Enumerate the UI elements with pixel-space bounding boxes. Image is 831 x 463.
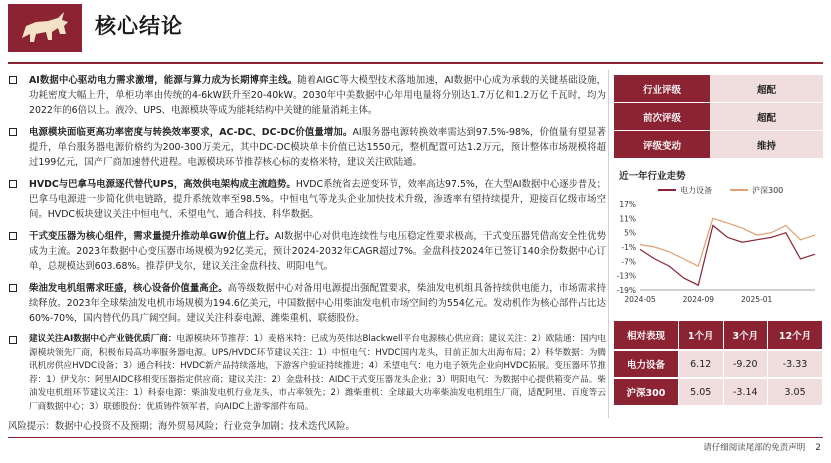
footer — [703, 441, 821, 453]
bullet-body: HVDC系统省去逆变环节，效率高达97.5%，在大型AI数据中心逐步普及；巴拿马电源进一步简化供电链路，提升系统效率至98.5%。中恒电气等龙头企业加快技术升级，渗透率有望持续提升，迎接百亿级市场空间。HVDC板块建议关注中恒电气、禾望电气、通合科技、科华数据。 — [29, 179, 606, 220]
page-title: 核心结论 — [95, 14, 183, 38]
row-name: 电力设备 — [614, 350, 678, 378]
square-bullet-icon — [9, 128, 17, 136]
disclaimer-note: 请仔细阅读尾部的免责声明 — [703, 443, 806, 453]
list-item — [8, 125, 606, 170]
header-divider — [8, 62, 823, 64]
bullet-lead: AI数据中心驱动电力需求激增，能源与算力成为长期博弈主线。 — [29, 75, 298, 86]
rating-label: 评级变动 — [614, 131, 710, 159]
table-row — [614, 378, 823, 405]
square-bullet-icon — [9, 76, 17, 84]
rating-value: 维持 — [710, 131, 823, 159]
bullet-body: AI数据中心对供电连续性与电压稳定性要求极高，干式变压器凭借高安全性优势成为主流。2023年数据中心变压器市场规模为92亿美元，预计2024-2032年CAGR超过7%。金盘科技2024年已签订140余份数据中心订单，总规模达到603.68%。推荐伊戈尔，建议关注金盘科技、明阳电气。 — [29, 231, 606, 272]
table-header-row — [614, 321, 823, 350]
bull-icon — [8, 4, 82, 52]
x-tick-label: 2024-05 — [624, 295, 656, 304]
cell-1m: 5.05 — [678, 378, 723, 405]
legend-label: 沪深300 — [752, 186, 784, 195]
bullet-lead: 建议关注AI数据中心产业链优质厂商： — [29, 334, 177, 344]
bullet-lead: 电源模块面临更高功率密度与转换效率要求，AC-DC、DC-DC价值量增加。 — [29, 127, 353, 138]
table-row — [614, 103, 823, 131]
rating-value: 超配 — [710, 75, 823, 103]
bullet-body: 高等级数据中心对备用电源提出强配置要求，柴油发电机组具备持续供电能力，市场需求持续释放。2023年全球柴油发电机市场规模为194.6亿美元，中国数据中心用柴油发电机市场空间约为554亿元。发动机作为核心部件占比达60%-70%，国内替代仍具广阔空间。建议关注科泰电源、潍柴重机、联德股份。 — [29, 283, 606, 324]
bullet-body: 电源模块环节推荐：1）麦格米特：已成为英伟达Blackwell平台电源核心供应商；建议关注：2）欧陆通：国内电源模块领先厂商，积极布局高功率服务器电源。UPS/HVDC环节建议关注：1）中恒电气：HVDC国内龙头，目前正加大出海布局；2）科华数据：为腾讯机房供应HVDC设备；3）通合科技：HVDC新产品持续落地，下游客户验证持续推进；4）禾望电气：电力电子领先企业向HVDC拓展。变压器环节推荐：1）伊戈尔：阿里AIDC移相变压器指定供应商；建议关注：2）金盘科技：AIDC干式变压器龙头企业；3）明阳电气：为数据中心提供箱变产品。柴油发电机组环节建议关注：1）科泰电源：柴油发电机行业龙头，市占率领先；2）潍柴重机：全球最大功率柴油发电机组生厂商，适配阿里、百度等云厂商数据中心；3）联德股份：优质铸件领军者，向AIDC上游零部件布局。 — [29, 334, 606, 412]
cell-12m: 3.05 — [768, 378, 823, 405]
bullet-lead: HVDC与巴拿马电源逐代替代UPS，高效供电架构成主流趋势。 — [29, 179, 296, 190]
column-header: 12个月 — [768, 321, 823, 350]
y-tick-label: 5% — [624, 228, 636, 238]
bullet-lead: 干式变压器为核心组件，需求量提升推动单GW价值上行。 — [29, 231, 275, 242]
y-tick-label: -7% — [621, 257, 636, 267]
rating-label: 行业评级 — [614, 75, 710, 103]
series-line — [640, 218, 815, 266]
rating-value: 超配 — [710, 103, 823, 131]
table-row — [614, 350, 823, 378]
cell-3m: -9.20 — [723, 350, 768, 378]
rating-table — [614, 75, 823, 159]
list-item — [8, 333, 606, 414]
chart-title: 近一年行业走势 — [619, 171, 686, 182]
square-bullet-icon — [9, 180, 17, 188]
series-line — [640, 226, 815, 286]
square-bullet-icon — [9, 232, 17, 240]
y-tick-label: 11% — [619, 214, 636, 224]
list-item — [8, 229, 606, 274]
y-tick-label: -13% — [616, 271, 636, 281]
footer-divider — [8, 437, 823, 438]
bullet-body: AI服务器电源转换效率需达到97.5%-98%，价值量有望显著提升，单台服务器电源价格约为200-300万美元，其中DC-DC模块单卡价值已达1550元，整机配置可达1.2万元，预计整体市场规模将超过199亿元，国产厂商加速替代进程。电源模块环节推荐核心标的麦格米特，建议关注欧陆通。 — [29, 127, 606, 168]
cell-1m: 6.12 — [678, 350, 723, 378]
column-header: 1个月 — [678, 321, 723, 350]
trend-chart — [610, 180, 825, 310]
page-number: 2 — [815, 443, 821, 453]
table-row — [614, 75, 823, 103]
bullet-lead: 柴油发电机组需求旺盛，核心设备价值量高企。 — [29, 283, 228, 294]
list-item — [8, 73, 606, 118]
conclusion-list — [8, 73, 606, 421]
legend-label: 电力设备 — [680, 186, 712, 195]
column-header: 3个月 — [723, 321, 768, 350]
square-bullet-icon — [9, 284, 17, 292]
cell-12m: -3.33 — [768, 350, 823, 378]
rating-label: 前次评级 — [614, 103, 710, 131]
row-name: 沪深300 — [614, 378, 678, 405]
y-tick-label: -1% — [621, 243, 636, 252]
y-tick-label: 17% — [619, 200, 636, 209]
cell-3m: -3.14 — [723, 378, 768, 405]
square-bullet-icon — [9, 336, 17, 344]
bullet-body: 随着AIGC等大模型技术落地加速，AI数据中心成为承载的关键基础设施，功耗密度大幅上升，单柜功率由传统的4-6kW跃升至20-40kW。2030年中美数据中心年用电量将分别达1.7万亿和1.2万亿千瓦时，均为2022年的6倍以上。液冷、UPS、电源模块等成为能耗结构中关键的能量消耗主体。 — [29, 75, 607, 116]
performance-table — [614, 321, 823, 405]
y-tick-label: -19% — [616, 286, 636, 295]
column-divider — [608, 70, 609, 418]
risk-note: 风险提示：数据中心投资不及预期；海外贸易风险；行业竞争加剧；技术迭代风险。 — [8, 421, 355, 432]
x-tick-label: 2024-09 — [682, 295, 715, 304]
list-item — [8, 177, 606, 222]
column-header: 相对表现 — [614, 321, 678, 350]
list-item — [8, 281, 606, 326]
table-row — [614, 131, 823, 159]
x-tick-label: 2025-01 — [740, 295, 773, 304]
